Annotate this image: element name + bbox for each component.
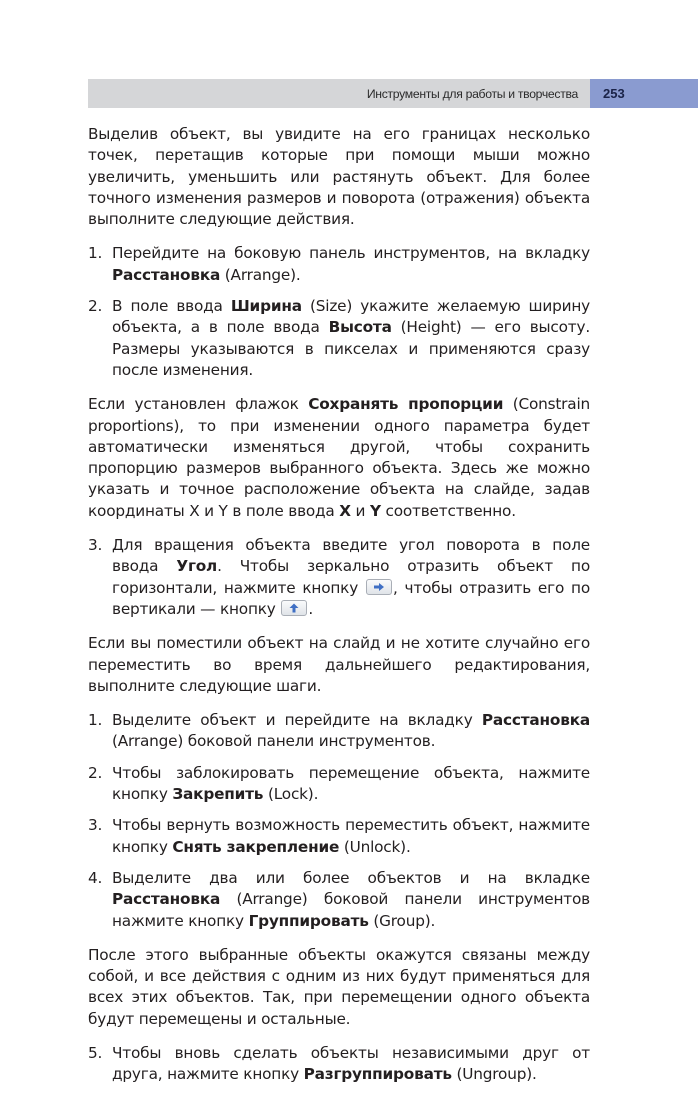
- list-text: (Size) укажите желаемую ширину объекта, а в поле ввода: [112, 297, 590, 337]
- ui-term: X: [339, 501, 351, 520]
- list-text: Перейдите на боковую панель инструментов, на вкладку: [112, 244, 590, 263]
- list-number: 1.: [88, 711, 103, 730]
- list-number: 3.: [88, 816, 103, 835]
- flip-horizontal-button: [366, 579, 392, 595]
- list-text: Выделите два или более объектов и на вкладке: [112, 868, 590, 887]
- list-text: Чтобы заблокировать перемещение объекта, нажмите кнопку: [112, 763, 590, 804]
- list-number: 1.: [88, 244, 103, 263]
- list-item: [88, 1043, 590, 1086]
- para-text: и: [350, 501, 370, 520]
- list-text: (Height) — его высоту. Размеры указываются в пикселах и применяются сразу после изменения.: [112, 318, 590, 379]
- list-number: 3.: [88, 536, 103, 555]
- list-number: 2.: [88, 297, 103, 316]
- para-text: (Constrain proportions), то при изменении одного параметра будет автоматически изменяться другой, чтобы сохранить пропорцию размеров выбранного объекта. Здесь же можно указать и точное расположение объекта на слайде, задав координаты X и Y в поле ввода: [88, 395, 590, 520]
- arrow-up-icon: [288, 603, 300, 613]
- list-text: (Arrange) боковой панели инструментов.: [112, 732, 436, 751]
- list-text: (Arrange).: [220, 265, 301, 284]
- list-item: [88, 243, 590, 286]
- list-text: (Group).: [368, 911, 436, 930]
- ui-term: Ширина: [230, 297, 302, 316]
- intro-paragraph: Выделив объект, вы увидите на его границах несколько точек, перетащив которые при помощи мыши можно увеличить, уменьшить или растянуть объект. Для более точного изменения размеров и поворота (отражения) объекта выполните следующие действия.: [88, 125, 590, 229]
- list-item: [88, 296, 590, 381]
- running-header: [88, 79, 698, 108]
- proportions-paragraph: [88, 394, 590, 522]
- list-text: Выделите объект и перейдите на вкладку: [112, 711, 482, 730]
- list-number: 5.: [88, 1043, 103, 1062]
- ui-term: Сохранять пропорции: [308, 395, 504, 414]
- list-text: В поле ввода: [112, 297, 231, 316]
- list-text: (Arrange) боковой панели инструментов нажмите кнопку: [112, 890, 590, 930]
- list-text: (Lock).: [263, 785, 319, 804]
- list-text: , чтобы отразить его по вертикали — кнопку: [112, 578, 591, 618]
- para-text: Если установлен флажок: [88, 395, 309, 414]
- list-text: . Чтобы зеркально отразить объект по горизонтали, нажмите кнопку: [112, 557, 590, 597]
- page-body: [88, 124, 590, 1099]
- section-title: Инструменты для работы и творчества: [366, 87, 578, 101]
- ui-term: Угол: [176, 557, 218, 576]
- ui-term: Разгруппировать: [303, 1065, 452, 1084]
- ui-term: Снять закрепление: [172, 837, 340, 856]
- list-number: 4.: [88, 868, 103, 887]
- list-item: [88, 763, 590, 806]
- lock-intro-paragraph: Если вы поместили объект на слайд и не хотите случайно его переместить во время дальнейшего редактирования, выполните следующие шаги.: [88, 634, 590, 695]
- list-item: [88, 710, 590, 753]
- flip-vertical-button: [281, 600, 307, 616]
- list-text: Чтобы вернуть возможность переместить объект, нажмите кнопку: [112, 816, 590, 856]
- list-text: .: [308, 599, 313, 618]
- list-text: Для вращения объекта введите угол поворота в поле ввода: [112, 536, 590, 576]
- list-text: (Unlock).: [339, 837, 411, 856]
- list-number: 2.: [88, 763, 103, 782]
- ungroup-steps-list: [88, 1043, 590, 1086]
- page-number-box: [590, 79, 698, 108]
- ui-term: Расстановка: [112, 265, 221, 284]
- resize-steps-list: [88, 243, 590, 381]
- rotate-steps-list: [88, 535, 590, 620]
- ui-term: Закрепить: [172, 785, 264, 804]
- ui-term: Y: [369, 501, 381, 520]
- group-result-paragraph: После этого выбранные объекты окажутся связаны между собой, и все действия с одним из них будут применяться для всех этих объектов. Так, при перемещении одного объекта будут перемещены и остальные.: [88, 945, 590, 1028]
- list-item: [88, 868, 590, 932]
- ui-term: Расстановка: [112, 890, 221, 909]
- ui-term: Высота: [328, 318, 392, 337]
- list-text: Чтобы вновь сделать объекты независимыми друг от друга, нажмите кнопку: [112, 1043, 590, 1084]
- ui-term: Группировать: [248, 911, 369, 930]
- arrow-right-icon: [373, 582, 385, 592]
- page-number: 253: [603, 86, 625, 101]
- para-text: соответственно.: [380, 501, 516, 520]
- list-item: [88, 535, 590, 620]
- list-text: (Ungroup).: [451, 1065, 537, 1084]
- list-item: [88, 815, 590, 858]
- ui-term: Расстановка: [481, 711, 590, 730]
- lock-steps-list: [88, 710, 590, 932]
